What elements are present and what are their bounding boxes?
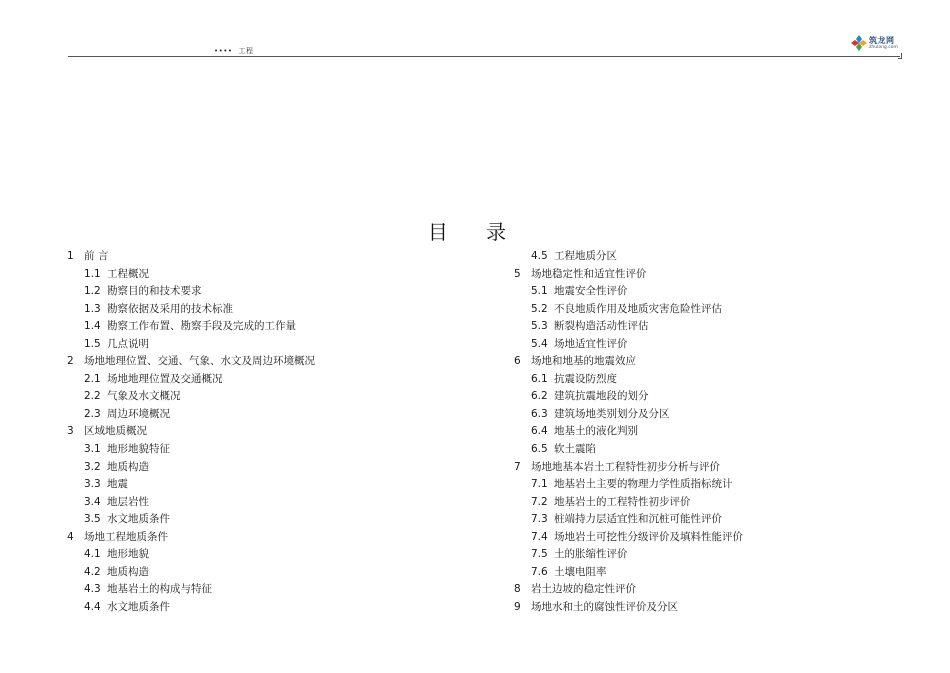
toc-entry-title: 场地和地基的地震效应 (531, 355, 636, 368)
toc-entry-number: 4.5 (531, 250, 548, 262)
toc-entry-title: 工程概况 (107, 267, 149, 280)
toc-entry (514, 599, 743, 617)
logo-text: 筑龙网 (869, 36, 895, 45)
toc-right-column (514, 248, 743, 616)
toc-entry (67, 441, 315, 459)
toc-entry (514, 459, 743, 477)
toc-entry (67, 406, 315, 424)
toc-entry-number: 2.3 (84, 407, 101, 420)
toc-entry-title: 前 言 (84, 250, 109, 262)
toc-entry-title: 土壤电阻率 (554, 565, 607, 578)
toc-entry-title: 地层岩性 (107, 495, 149, 508)
toc-entry (514, 283, 743, 301)
zhulong-logo (851, 33, 903, 53)
toc-entry-title: 岩土边坡的稳定性评价 (531, 583, 636, 596)
toc-entry-number: 6.5 (531, 443, 548, 456)
toc-entry (514, 546, 743, 564)
toc-entry (514, 353, 743, 371)
toc-entry-number: 6.3 (531, 407, 548, 420)
toc-entry (514, 581, 743, 599)
toc-entry (67, 459, 315, 477)
toc-entry (67, 476, 315, 494)
toc-entry-title: 区域地质概况 (84, 425, 147, 438)
toc-entry (67, 371, 315, 389)
header-dots: •••• (214, 47, 233, 55)
toc-entry-number: 4.4 (84, 600, 101, 613)
toc-entry (67, 318, 315, 336)
toc-entry-number: 1.4 (84, 320, 101, 333)
toc-entry (67, 388, 315, 406)
toc-entry-number: 7.6 (531, 565, 548, 578)
toc-entry-title: 抗震设防烈度 (554, 372, 617, 385)
toc-title: 目 录 (427, 220, 523, 244)
toc-entry-title: 地质构造 (107, 460, 149, 473)
toc-entry (67, 336, 315, 354)
toc-entry-title: 场地水和土的腐蚀性评价及分区 (531, 600, 678, 613)
toc-entry (67, 301, 315, 319)
toc-entry-number: 5.4 (531, 337, 548, 350)
logo-mark-icon (851, 35, 867, 51)
toc-entry (67, 546, 315, 564)
toc-entry (67, 599, 315, 617)
toc-entry-title: 不良地质作用及地质灾害危险性评估 (554, 302, 722, 315)
toc-entry-title: 土的胀缩性评价 (554, 548, 628, 561)
toc-entry-number: 7 (514, 460, 521, 473)
toc-entry (67, 248, 315, 266)
running-header (214, 46, 254, 56)
logo-subtext: zhulong.com (869, 45, 898, 50)
toc-entry-number: 7.2 (531, 495, 548, 508)
toc-entry-number: 8 (514, 583, 521, 596)
header-rule (68, 56, 900, 57)
toc-entry-number: 3.3 (84, 478, 101, 491)
toc-entry (67, 494, 315, 512)
toc-entry-title: 水文地质条件 (107, 600, 170, 613)
toc-entry (514, 511, 743, 529)
toc-entry (67, 529, 315, 547)
toc-entry-number: 3.2 (84, 460, 101, 473)
toc-entry-number: 4.3 (84, 583, 101, 596)
toc-entry (67, 581, 315, 599)
toc-entry-number: 7.4 (531, 530, 548, 543)
toc-entry-title: 场地适宜性评价 (554, 337, 628, 350)
toc-entry-title: 气象及水文概况 (107, 390, 181, 403)
toc-entry-number: 6.2 (531, 390, 548, 403)
toc-entry-number: 6 (514, 355, 521, 368)
toc-entry (514, 564, 743, 582)
toc-entry (514, 318, 743, 336)
toc-entry-number: 7.1 (531, 478, 548, 491)
toc-entry-title: 断裂构造活动性评估 (554, 320, 649, 333)
toc-entry-number: 1 (67, 250, 74, 262)
toc-entry-number: 1.1 (84, 267, 101, 280)
toc-entry (67, 283, 315, 301)
toc-entry (514, 266, 743, 284)
toc-entry-number: 9 (514, 600, 521, 613)
toc-entry (67, 511, 315, 529)
toc-entry-title: 几点说明 (107, 337, 149, 350)
toc-entry-title: 地震安全性评价 (554, 285, 628, 298)
toc-entry (514, 336, 743, 354)
toc-entry-number: 3 (67, 425, 74, 438)
toc-entry (514, 529, 743, 547)
toc-entry-number: 3.4 (84, 495, 101, 508)
toc-entry-title: 场地岩土可挖性分级评价及填料性能评价 (554, 530, 743, 543)
toc-entry-title: 场地地理位置、交通、气象、水文及周边环境概况 (84, 355, 315, 368)
toc-entry-title: 场地地理位置及交通概况 (107, 372, 223, 385)
toc-entry-number: 7.3 (531, 513, 548, 526)
toc-entry-title: 水文地质条件 (107, 513, 170, 526)
toc-entry-title: 建筑抗震地段的划分 (554, 390, 649, 403)
header-text: 工程 (238, 47, 254, 55)
toc-entry-title: 地基岩土的工程特性初步评价 (554, 495, 691, 508)
toc-entry-number: 5.2 (531, 302, 548, 315)
toc-entry-title: 地形地貌 (107, 548, 149, 561)
toc-entry (67, 353, 315, 371)
toc-entry (514, 301, 743, 319)
toc-entry (514, 441, 743, 459)
toc-entry-number: 3.1 (84, 443, 101, 456)
toc-entry-title: 地基土的液化判别 (554, 425, 638, 438)
toc-entry (514, 494, 743, 512)
toc-entry-title: 地质构造 (107, 565, 149, 578)
toc-entry (514, 423, 743, 441)
toc-entry-title: 周边环境概况 (107, 407, 170, 420)
toc-entry-number: 1.5 (84, 337, 101, 350)
toc-entry-title: 勘察工作布置、勘察手段及完成的工作量 (107, 320, 296, 333)
toc-entry (67, 564, 315, 582)
toc-left-column (67, 248, 315, 616)
toc-entry-number: 1.2 (84, 285, 101, 298)
toc-entry-title: 地基岩土的构成与特征 (107, 583, 212, 596)
toc-entry-number: 4.1 (84, 548, 101, 561)
toc-entry-number: 6.4 (531, 425, 548, 438)
toc-entry-number: 7.5 (531, 548, 548, 561)
toc-entry (514, 371, 743, 389)
toc-entry-number: 3.5 (84, 513, 101, 526)
toc-entry (67, 423, 315, 441)
toc-entry-title: 场地工程地质条件 (84, 530, 168, 543)
toc-entry-title: 工程地质分区 (554, 250, 617, 262)
toc-entry-title: 桩端持力层适宜性和沉桩可能性评价 (554, 513, 722, 526)
toc-entry (514, 248, 743, 266)
toc-entry-title: 地形地貌特征 (107, 443, 170, 456)
toc-entry-title: 场地稳定性和适宜性评价 (531, 267, 647, 280)
toc-entry-title: 勘察目的和技术要求 (107, 285, 202, 298)
toc-entry-number: 5.3 (531, 320, 548, 333)
toc-entry-number: 2 (67, 355, 74, 368)
toc-entry-title: 地震 (107, 478, 128, 491)
toc-entry-number: 4 (67, 530, 74, 543)
toc-entry-title: 地基岩土主要的物理力学性质指标统计 (554, 478, 733, 491)
toc-entry (514, 476, 743, 494)
toc-entry-number: 2.2 (84, 390, 101, 403)
toc-entry (67, 266, 315, 284)
toc-entry-title: 勘察依据及采用的技术标准 (107, 302, 233, 315)
toc-entry-number: 4.2 (84, 565, 101, 578)
toc-entry-number: 5 (514, 267, 521, 280)
toc-entry-number: 2.1 (84, 372, 101, 385)
toc-entry-number: 5.1 (531, 285, 548, 298)
toc-entry-number: 6.1 (531, 372, 548, 385)
toc-entry (514, 406, 743, 424)
toc-entry (514, 388, 743, 406)
toc-entry-title: 场地地基本岩土工程特性初步分析与评价 (531, 460, 720, 473)
toc-entry-number: 1.3 (84, 302, 101, 315)
toc-entry-title: 建筑场地类别划分及分区 (554, 407, 670, 420)
toc-entry-title: 软土震陷 (554, 443, 596, 456)
